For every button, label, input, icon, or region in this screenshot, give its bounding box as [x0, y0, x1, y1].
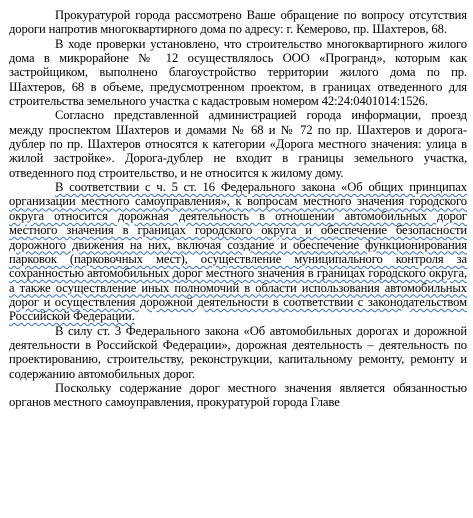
paragraph-inspection-findings: В ходе проверки установлено, что строительство многоквартирного жилого дома в микрорайоне № 12 осуществлялось ООО «Програнд», которым как застройщиком, выполнено благоустройство территории жилого дома по пр. Шахтеров, 68 в объеме, предусмотренном проектом, в границах отведенного для строительства земельного участка с кадастровым номером 42:24:0401014:1526. — [9, 36, 467, 109]
paragraph-road-category: Согласно представленной администрацией города информации, проезд между проспектом Шахтеров и домами № 68 и № 72 по пр. Шахтеров и дорога-дублер по пр. Шахтеров относятся к категории «Дорога местного значения: улица в жилой застройке». Дорога-дублер не входит в границы земельного участка, отведенного под строительство, и не относится к жилому дому. — [9, 108, 467, 180]
paragraph-appeal-review: Прокуратурой города рассмотрено Ваше обращение по вопросу отсутствия дороги напротив многоквартирного дома по адресу: г. Кемерово, пр. Шахтеров, 68. — [9, 8, 467, 37]
paragraph-federal-law-local-government: В соответствии с ч. 5 ст. 16 Федерального закона «Об общих принципах организации местного самоуправления», к вопросам местного значения городского округа относится дорожная деятельность в отношении автомобильных дорог местного значения в границах городского округа и обеспечение безопасности дорожного движения на них, включая создание и обеспечение функционирования парковок (парковочных мест), осуществление муниципального контроля за сохранностью автомобильных дорог местного значения в границах городского округа, а также осуществление иных полномочий в области использования автомобильных дорог и осуществления дорожной деятельности в соответствии с законодательством Российской Федерации. — [9, 180, 467, 324]
paragraph-federal-law-roads: В силу ст. 3 Федерального закона «Об автомобильных дорогах и дорожной деятельности в Российской Федерации», дорожная деятельность – деятельность по проектированию, строительству, реконструкции, капитальному ремонту, ремонту и содержанию автомобильных дорог. — [9, 323, 467, 381]
paragraph-conclusion: Поскольку содержание дорог местного значения является обязанностью органов местного самоуправления, прокуратурой города Главе — [9, 380, 467, 410]
